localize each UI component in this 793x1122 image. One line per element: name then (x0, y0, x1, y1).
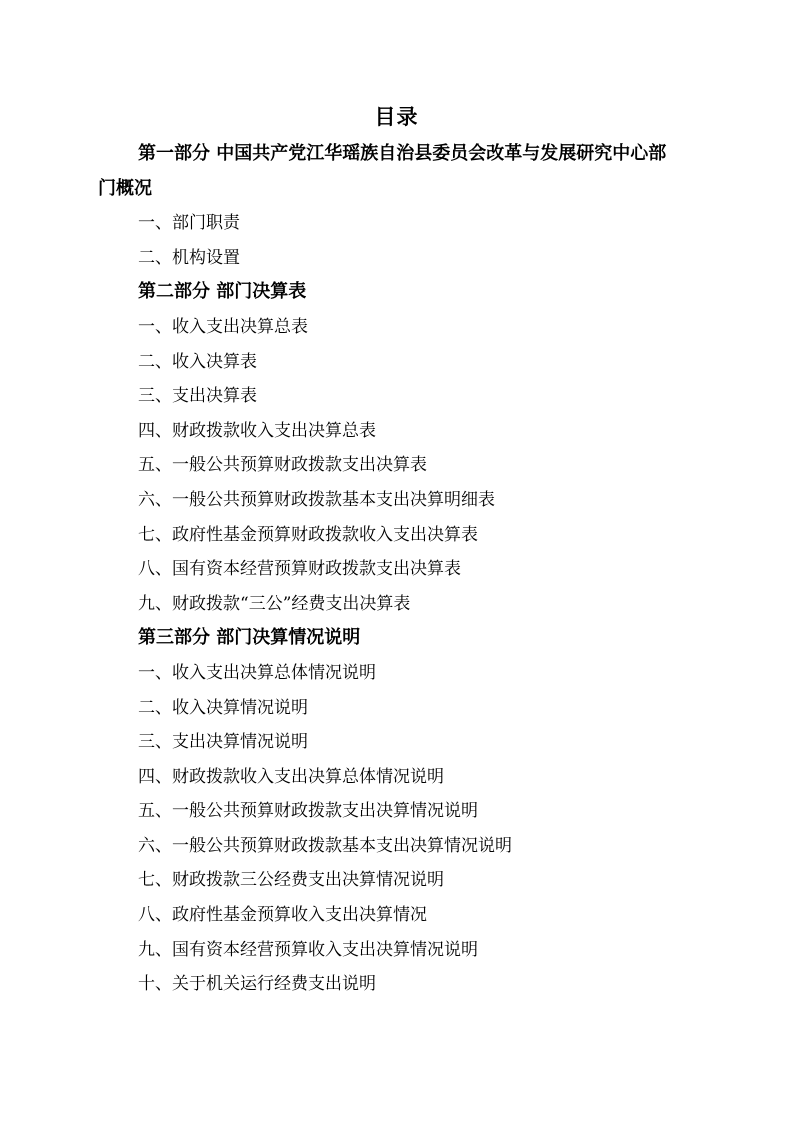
toc-item: 三、支出决算情况说明 (138, 732, 308, 753)
toc-item: 九、财政拨款“三公”经费支出决算表 (138, 593, 411, 614)
toc-item: 二、机构设置 (138, 247, 240, 268)
toc-title: 目录 (374, 105, 419, 129)
toc-item: 四、财政拨款收入支出决算总表 (138, 420, 376, 441)
toc-item: 一、收入支出决算总表 (138, 316, 308, 337)
toc-item: 八、国有资本经营预算财政拨款支出决算表 (138, 559, 461, 580)
toc-item: 七、政府性基金预算财政拨款收入支出决算表 (138, 524, 478, 545)
table-of-contents (98, 137, 708, 1002)
toc-item: 七、财政拨款三公经费支出决算情况说明 (138, 870, 444, 891)
toc-item: 四、财政拨款收入支出决算总体情况说明 (138, 766, 444, 787)
toc-item: 二、收入决算表 (138, 351, 257, 372)
toc-item: 八、政府性基金预算收入支出决算情况 (138, 905, 427, 926)
toc-item: 五、一般公共预算财政拨款支出决算情况说明 (138, 801, 478, 822)
toc-item: 十、关于机关运行经费支出说明 (138, 974, 376, 995)
toc-item: 三、支出决算表 (138, 386, 257, 407)
toc-item: 九、国有资本经营预算收入支出决算情况说明 (138, 939, 478, 960)
toc-item: 五、一般公共预算财政拨款支出决算表 (138, 455, 427, 476)
toc-item: 六、一般公共预算财政拨款基本支出决算明细表 (138, 489, 495, 510)
toc-item: 二、收入决算情况说明 (138, 697, 308, 718)
toc-item: 一、收入支出决算总体情况说明 (138, 662, 376, 683)
part3-heading: 第三部分 部门决算情况说明 (138, 627, 361, 649)
part2-heading: 第二部分 部门决算表 (138, 281, 307, 303)
toc-item: 一、部门职责 (138, 213, 240, 234)
part1-heading-line1: 第一部分 中国共产党江华瑶族自治县委员会改革与发展研究中心部 (138, 143, 667, 164)
part1-heading-line2: 门概况 (98, 177, 152, 199)
part1-heading (98, 137, 708, 206)
toc-item: 六、一般公共预算财政拨款基本支出决算情况说明 (138, 835, 512, 856)
